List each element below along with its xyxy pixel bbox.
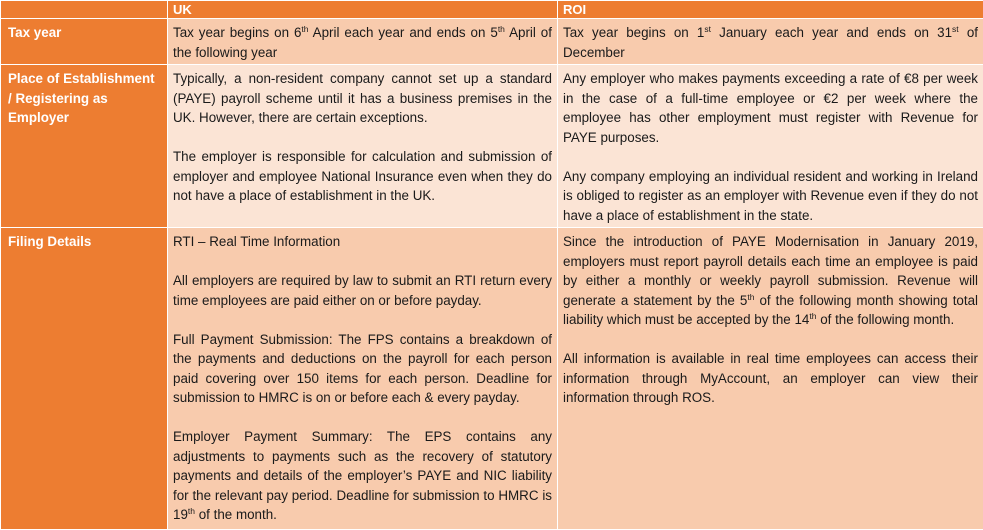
row-label-place-of-establishment: Place of Establishment / Registering as Employer bbox=[1, 65, 168, 228]
cell-establishment-roi bbox=[558, 65, 983, 228]
column-header-uk: UK bbox=[168, 1, 558, 19]
paragraph: The employer is responsible for calculation and submission of employer and employee National Insurance even when they do not have a place of establishment in the UK. bbox=[173, 149, 552, 203]
cell-tax-year-roi: Tax year begins on 1st January each year and ends on 31st of December bbox=[558, 19, 983, 65]
paragraph: Any company employing an individual resident and working in Ireland is obliged to register as an employer with Revenue even if they do not have a place of establishment in the state. bbox=[563, 168, 978, 223]
row-place-of-establishment bbox=[1, 65, 983, 228]
column-header-roi: ROI bbox=[558, 1, 983, 19]
paragraph: Any employer who makes payments exceeding a rate of €8 per week in the case of a full-time employee or €2 per week where the employee has other employment must register with Revenue for PAYE purposes. bbox=[563, 71, 978, 145]
cell-tax-year-uk: Tax year begins on 6th April each year and ends on 5th April of the following year bbox=[168, 19, 558, 65]
row-filing-details bbox=[1, 228, 983, 530]
paragraph: Typically, a non-resident company cannot set up a standard (PAYE) payroll scheme until it has a business premises in the UK. However, there are certain exceptions. bbox=[173, 71, 552, 125]
paragraph: RTI – Real Time Information bbox=[173, 234, 341, 249]
header-row bbox=[1, 1, 983, 19]
row-tax-year bbox=[1, 19, 983, 65]
paragraph: All information is available in real time employees can access their information through MyAccount, an employer can view their information through ROS. bbox=[563, 351, 978, 405]
cell-filing-roi bbox=[558, 228, 983, 530]
paragraph: Employer Payment Summary: The EPS contains any adjustments to payments such as the recovery of statutory payments and details of the employer’s PAYE and NIC liability for the relevant pay period. Deadline for submission to HMRC is 19th of the month. bbox=[173, 429, 552, 522]
row-label-tax-year: Tax year bbox=[1, 19, 168, 65]
row-label-filing-details: Filing Details bbox=[1, 228, 168, 530]
paragraph: Since the introduction of PAYE Modernisation in January 2019, employers must report payroll details each time an employee is paid by either a monthly or weekly payroll submission. Revenue will generate a statement by the 5th of the following month showing total liability which must be accepted by the 14th of the following month. bbox=[563, 234, 978, 327]
cell-establishment-uk bbox=[168, 65, 558, 228]
paragraph: All employers are required by law to submit an RTI return every time employees are paid either on or before payday. bbox=[173, 273, 552, 308]
paragraph: Full Payment Submission: The FPS contains a breakdown of the payments and deductions on the payroll for each person paid covering over 150 items for each person. Deadline for submission to HMRC is on or before each & every payday. bbox=[173, 331, 552, 405]
header-corner bbox=[1, 1, 168, 19]
cell-filing-uk bbox=[168, 228, 558, 530]
